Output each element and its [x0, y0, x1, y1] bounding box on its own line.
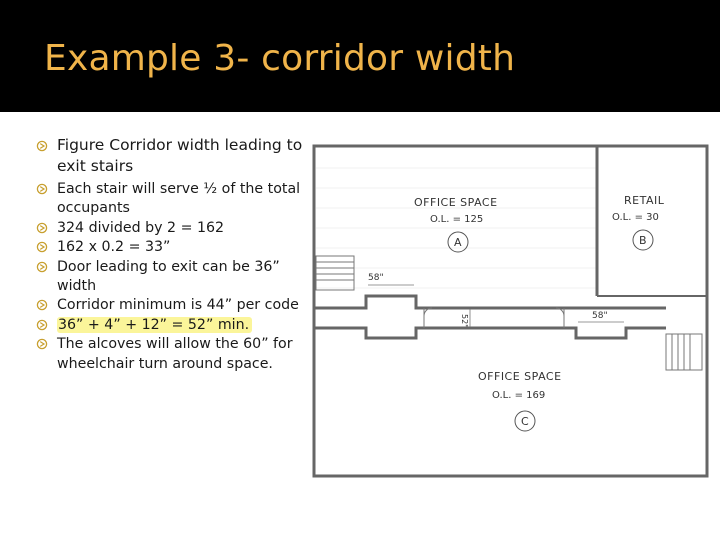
bullet-text: Corridor minimum is 44” per code: [57, 297, 299, 314]
bullet-item: [36, 296, 304, 315]
bullet-list: [36, 135, 304, 374]
room-c-load: O.L. = 169: [492, 390, 546, 401]
bullet-text: The alcoves will allow the 60” for wheelchair turn around space.: [57, 336, 293, 372]
room-c-tag: C: [521, 415, 529, 428]
dim-alcove-left: 58": [368, 273, 384, 283]
bullet-item: [36, 258, 304, 297]
bullet-icon: [36, 241, 48, 253]
room-b-name: RETAIL: [624, 194, 665, 207]
bullet-icon: [36, 319, 48, 331]
highlighted-bullet-text: 36” + 4” + 12” = 52” min.: [57, 317, 252, 333]
room-a-tag: A: [454, 236, 462, 249]
bullet-text: Door leading to exit can be 36” width: [57, 258, 280, 295]
bullet-icon: [36, 299, 48, 311]
bullet-item: [36, 219, 304, 238]
bullet-item: [36, 135, 304, 177]
room-a-load: O.L. = 125: [430, 214, 484, 225]
room-c-name: OFFICE SPACE: [478, 370, 562, 383]
bullet-item: [36, 180, 304, 219]
room-b-tag: B: [639, 234, 647, 247]
bullet-icon: [36, 261, 48, 273]
dim-corridor-width: 52": [460, 314, 469, 328]
floor-plan: [306, 138, 714, 484]
bullet-icon: [36, 140, 48, 152]
room-b-load: O.L. = 30: [612, 212, 659, 223]
bullet-text: 162 x 0.2 = 33”: [57, 239, 171, 256]
bullet-icon: [36, 338, 48, 350]
slide-title: Example 3- corridor width: [44, 38, 516, 79]
room-a-name: OFFICE SPACE: [414, 196, 498, 209]
dim-alcove-right: 58": [592, 311, 608, 321]
bullet-text: 324 divided by 2 = 162: [57, 219, 225, 236]
bullet-icon: [36, 222, 48, 234]
bullet-item: [36, 316, 304, 335]
bullet-item: [36, 335, 304, 374]
bullet-icon: [36, 183, 48, 195]
title-bar: [0, 0, 720, 112]
bullet-text: Each stair will serve ½ of the total occupants: [57, 181, 301, 217]
bullet-text: Figure Corridor width leading to exit stairs: [57, 136, 303, 175]
bullet-item: [36, 238, 304, 257]
